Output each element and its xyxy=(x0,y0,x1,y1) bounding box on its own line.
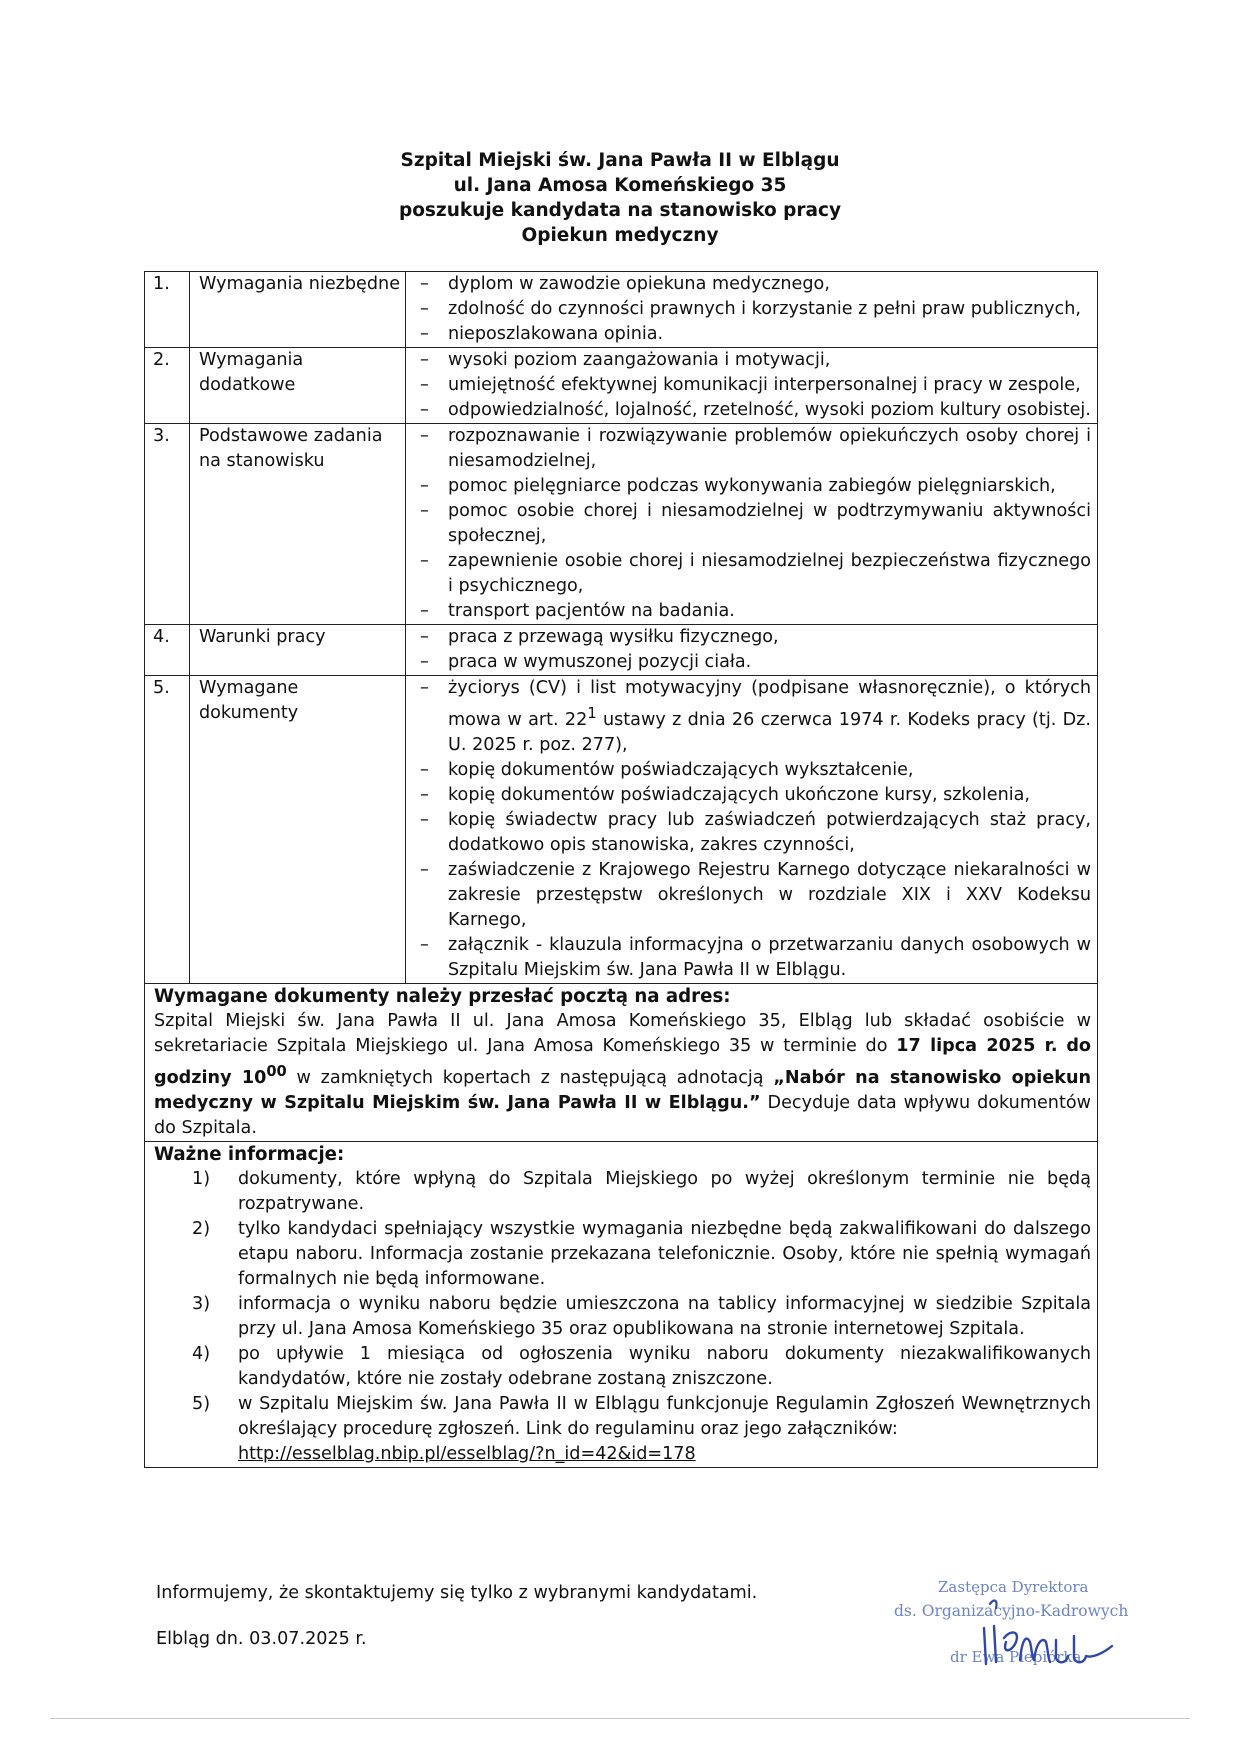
list-item xyxy=(154,1292,1091,1342)
row-label: Wymagania niezbędne xyxy=(190,272,406,348)
list-item xyxy=(406,676,1091,758)
row-content xyxy=(406,625,1098,676)
item-text: po upływie 1 miesiąca od ogłoszenia wyniku naboru dokumenty niezakwalifikowanych kandydatów, które nie zostały odebrane zostaną zniszczone. xyxy=(238,1343,1091,1389)
list-item: – praca w wymuszonej pozycji ciała. xyxy=(406,650,1091,675)
list-item: – pomoc osobie chorej i niesamodzielnej w podtrzymywaniu aktywności społecznej, xyxy=(406,499,1091,549)
item-number: 3) xyxy=(192,1293,211,1314)
stamp-title: Zastępca Dyrektora xyxy=(938,1578,1089,1596)
item-number: 5) xyxy=(192,1393,211,1414)
cv-item-text: życiorys (CV) i list motywacyjny (podpisane własnoręcznie), o których mowa w art. 22 xyxy=(448,678,1091,730)
list-item: – wysoki poziom zaangażowania i motywacji, xyxy=(406,348,1091,373)
list-item: – umiejętność efektywnej komunikacji interpersonalnej i pracy w zespole, xyxy=(406,373,1091,398)
list-item xyxy=(154,1217,1091,1292)
list-item: – praca z przewagą wysiłku fizycznego, xyxy=(406,625,1091,650)
header-hospital-name: Szpital Miejski św. Jana Pawła II w Elblągu xyxy=(400,150,840,171)
cv-item-text-cont: ustawy z dnia 26 czerwca 1974 r. Kodeks pracy (tj. Dz. U. 2025 r. poz. 277), xyxy=(448,709,1091,755)
item-number: 2) xyxy=(192,1218,211,1239)
table-row xyxy=(145,625,1098,676)
important-list xyxy=(154,1167,1091,1467)
submission-text-part: Decyduje data wpływu dokumentów do Szpitala. xyxy=(154,1092,1091,1138)
envelope-annotation: „Nabór na stanowisko opiekun medyczny w Szpitalu Miejskim św. Jana Pawła II w Elblągu.” xyxy=(154,1067,1092,1113)
row-content xyxy=(406,272,1098,348)
header-announcement: poszukuje kandydata na stanowisko pracy xyxy=(398,200,842,221)
row-label: Warunki pracy xyxy=(190,625,406,676)
handwritten-signature-icon xyxy=(880,1578,1180,1686)
item-text: informacja o wyniku naboru będzie umieszczona na tablicy informacyjnej w siedzibie Szpitala przy ul. Jana Amosa Komeńskiego 35 oraz opublikowana na stronie internetowej Szpitala. xyxy=(238,1293,1091,1339)
submission-text-part: Szpital Miejski św. Jana Pawła II ul. Jana Amosa Komeńskiego 35, Elbląg lub składać osobiście w sekretariacie Szpitala Miejskiego ul. Jana Amosa Komeńskiego 35 w terminie do xyxy=(154,1010,1091,1056)
list-item xyxy=(154,1342,1091,1392)
table-row xyxy=(145,272,1098,348)
row-content xyxy=(406,676,1098,984)
submission-row xyxy=(145,983,1098,1141)
signature-stamp xyxy=(880,1578,1180,1686)
item-number: 4) xyxy=(192,1343,211,1364)
stamp-signatory: dr Ewa Piepiórka xyxy=(950,1648,1082,1666)
important-row xyxy=(145,1141,1098,1467)
submission-heading: Wymagane dokumenty należy przesłać pocztą na adres: xyxy=(154,985,731,1007)
list-item: – kopię dokumentów poświadczających wykształcenie, xyxy=(406,758,1091,783)
list-item: – zapewnienie osobie chorej i niesamodzielnej bezpieczeństwa fizycznego i psychicznego, xyxy=(406,549,1091,599)
row-number: 2. xyxy=(145,348,190,424)
row-number: 4. xyxy=(145,625,190,676)
item-text: dokumenty, które wpłyną do Szpitala Miejskiego po wyżej określonym terminie nie będą rozpatrywane. xyxy=(238,1168,1091,1214)
row-label: Wymagane dokumenty xyxy=(190,676,406,984)
row-number: 3. xyxy=(145,424,190,625)
row-label: Podstawowe zadania na stanowisku xyxy=(190,424,406,625)
document-date: Elbląg dn. 03.07.2025 r. xyxy=(156,1629,367,1649)
page-divider xyxy=(50,1718,1190,1719)
list-item: – załącznik - klauzula informacyjna o przetwarzaniu danych osobowych w Szpitalu Miejskim św. Jana Pawła II w Elblągu. xyxy=(406,933,1091,983)
table-row xyxy=(145,424,1098,625)
list-item: – odpowiedzialność, lojalność, rzetelność, wysoki poziom kultury osobistej. xyxy=(406,398,1091,423)
list-item: – zdolność do czynności prawnych i korzystanie z pełni praw publicznych, xyxy=(406,297,1091,322)
item-text: tylko kandydaci spełniający wszystkie wymagania niezbędne będą zakwalifikowani do dalszego etapu naboru. Informacja zostanie przekazana telefonicznie. Osoby, które nie spełnią wymagań formalnych nie będą informowane. xyxy=(238,1218,1091,1289)
list-item: – transport pacjentów na badania. xyxy=(406,599,1091,624)
list-item: – nieposzlakowana opinia. xyxy=(406,322,1091,347)
row-label: Wymagania dodatkowe xyxy=(190,348,406,424)
item-number: 1) xyxy=(192,1168,211,1189)
list-item: – dyplom w zawodzie opiekuna medycznego, xyxy=(406,272,1091,297)
submission-info xyxy=(145,983,1098,1141)
item-text: w Szpitalu Miejskim św. Jana Pawła II w Elblągu funkcjonuje Regulamin Zgłoszeń Wewnętrznych określający procedurę zgłoszeń. Link do regulaminu oraz jego załączników: xyxy=(238,1393,1091,1439)
table-row xyxy=(145,348,1098,424)
list-item: – zaświadczenie z Krajowego Rejestru Karnego dotyczące niekaralności w zakresie przestępstw określonych w rozdziale XIX i XXV Kodeksu Karnego, xyxy=(406,858,1091,933)
stamp-department: ds. Organizacyjno-Kadrowych xyxy=(894,1602,1129,1620)
table-row xyxy=(145,676,1098,984)
deadline-date: 17 lipca 2025 r. xyxy=(896,1035,1058,1056)
contact-notice: Informujemy, że skontaktujemy się tylko z wybranymi kandydatami. xyxy=(156,1583,758,1603)
important-info xyxy=(145,1141,1098,1467)
document-header xyxy=(0,148,1240,248)
article-superscript: 1 xyxy=(587,705,597,722)
regulations-link[interactable]: http://esselblag.nbip.pl/esselblag/?n_id=42&id=178 xyxy=(238,1443,696,1464)
list-item xyxy=(154,1167,1091,1217)
header-address: ul. Jana Amosa Komeńskiego 35 xyxy=(453,175,787,196)
submission-text xyxy=(154,1009,1091,1141)
important-heading: Ważne informacje: xyxy=(154,1143,345,1165)
list-item: – pomoc pielęgniarce podczas wykonywania zabiegów pielęgniarskich, xyxy=(406,474,1091,499)
list-item xyxy=(154,1392,1091,1467)
deadline-hour-text: do godziny 10 xyxy=(154,1035,1091,1088)
list-item: – kopię dokumentów poświadczających ukończone kursy, szkolenia, xyxy=(406,783,1091,808)
submission-text-part: w zamkniętych kopertach z następującą adnotacją xyxy=(286,1067,774,1088)
job-offer-table xyxy=(144,271,1098,1468)
row-number: 1. xyxy=(145,272,190,348)
row-number: 5. xyxy=(145,676,190,984)
list-item: – kopię świadectw pracy lub zaświadczeń potwierdzających staż pracy, dodatkowo opis stanowiska, zakres czynności, xyxy=(406,808,1091,858)
row-content xyxy=(406,348,1098,424)
deadline-hour-sup: 00 xyxy=(266,1062,287,1080)
header-position-title: Opiekun medyczny xyxy=(521,225,719,246)
row-content xyxy=(406,424,1098,625)
list-item: – rozpoznawanie i rozwiązywanie problemów opiekuńczych osoby chorej i niesamodzielnej, xyxy=(406,424,1091,474)
